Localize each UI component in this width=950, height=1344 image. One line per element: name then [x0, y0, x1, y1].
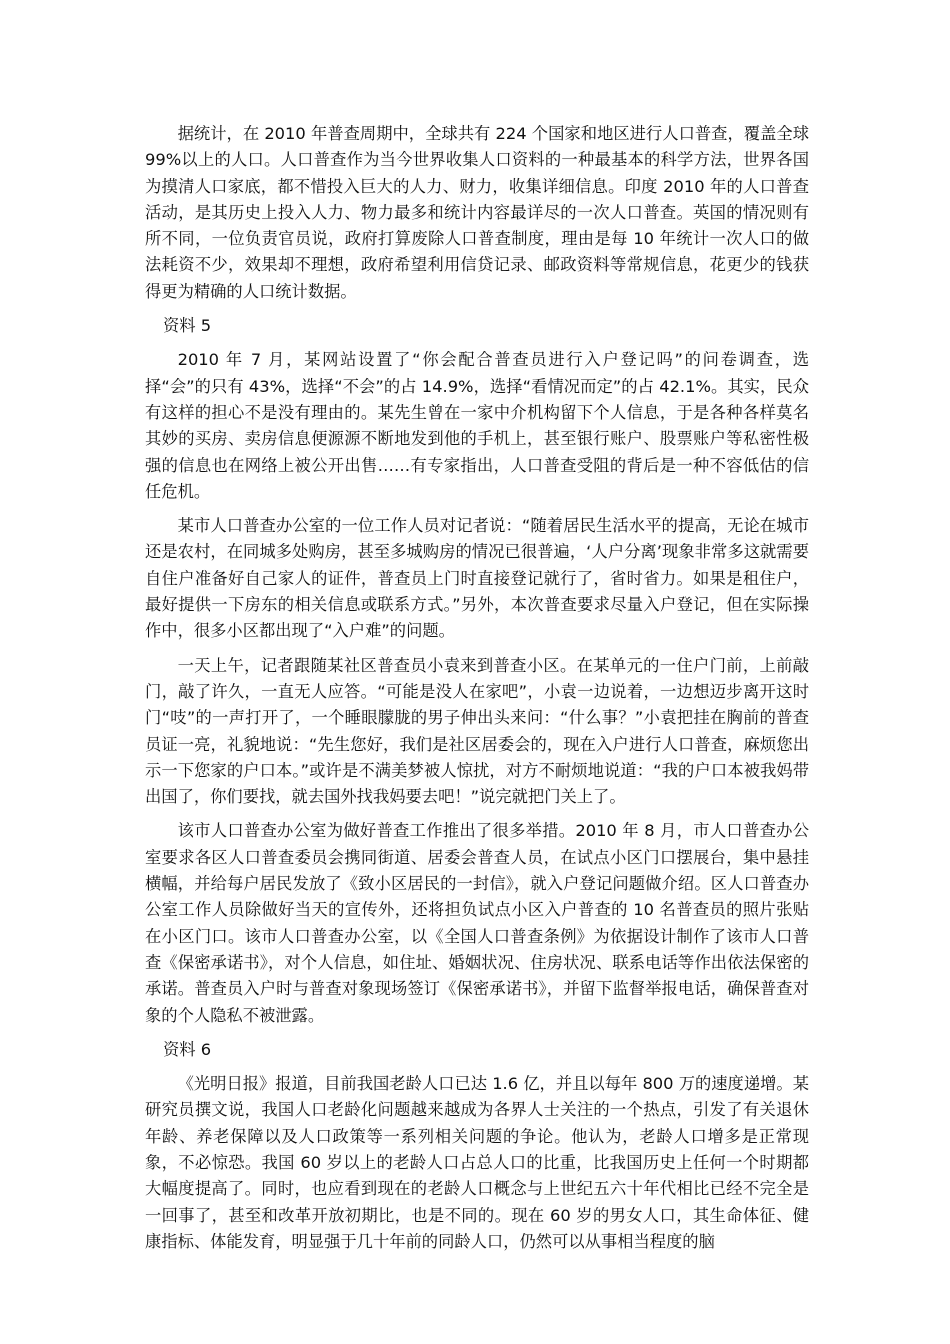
paragraph-census-global: 据统计，在 2010 年普查周期中，全球共有 224 个国家和地区进行人口普查，覆盖全球 99%以上的人口。人口普查作为当今世界收集人口资料的一种最基本的科学方法，世界各国为摸清人口家底，都不惜投入巨大的人力、财力，收集详细信息。印度 2010 年的人口普查活动，是其历史上投入人力、物力最多和统计内容最详尽的一次人口普查。英国的情况则有所不同，一位负责官员说，政府打算废除人口普查制度，理由是每 10 年统计一次人口的做法耗资不少，效果却不理想，政府希望利用信贷记录、邮政资料等常规信息，花更少的钱获得更为精确的人口统计数据。: [145, 124, 809, 301]
paragraph-measures: 该市人口普查办公室为做好普查工作推出了很多举措。2010 年 8 月，市人口普查办公室要求各区人口普查委员会携同街道、居委会普查人员，在试点小区门口摆展台，集中悬挂横幅，并给每户居民发放了《致小区居民的一封信》，就入户登记问题做介绍。区人口普查办公室工作人员除做好当天的宣传外，还将担负试点小区入户普查的 10 名普查员的照片张贴在小区门口。该市人口普查办公室，以《全国人口普查条例》为依据设计制作了该市人口普查《保密承诺书》，对个人信息，如住址、婚姻状况、住房状况、联系电话等作出依法保密的承诺。普查员入户时与普查对象现场签订《保密承诺书》，并留下监督举报电话，确保普查对象的个人隐私不被泄露。: [145, 821, 809, 1025]
paragraph-survey: 2010 年 7 月，某网站设置了“你会配合普查员进行入户登记吗”的问卷调查，选择“会”的只有 43%，选择“不会”的占 14.9%，选择“看情况而定”的占 42.1%。其实，民众有这样的担心不是没有理由的。某先生曾在一家中介机构留下个人信息，于是各种各样莫名其妙的买房、卖房信息便源源不断地发到他的手机上，甚至银行账户、股票账户等私密性极强的信息也在网络上被公开出售……有专家指出，人口普查受阻的背后是一种不容低估的信任危机。: [145, 350, 809, 501]
document-page: [145, 121, 809, 1255]
section-heading-material-5: 资料 5: [163, 316, 212, 336]
paragraph-aging: 《光明日报》报道，目前我国老龄人口已达 1.6 亿，并且以每年 800 万的速度递增。某研究员撰文说，我国人口老龄化问题越来越成为各界人士关注的一个热点，引发了有关退休年龄、养老保障以及人口政策等一系列相关问题的争论。他认为，老龄人口增多是正常现象，不必惊恐。我国 60 岁以上的老龄人口占总人口的比重，比我国历史上任何一个时期都大幅度提高了。同时，也应看到现在的老龄人口概念与上世纪五六十年代相比已经不完全是一回事了，甚至和改革开放初期比，也是不同的。现在 60 岁的男女人口，其生命体征、健康指标、体能发育，明显强于几十年前的同龄人口，仍然可以从事相当程度的脑: [145, 1074, 809, 1251]
paragraph-office-staff: 某市人口普查办公室的一位工作人员对记者说：“随着居民生活水平的提高，无论在城市还是农村，在同城多处购房，甚至多城购房的情况已很普遍，‘人户分离’现象非常多这就需要自住户准备好自己家人的证件，普查员上门时直接登记就行了，省时省力。如果是租住户，最好提供一下房东的相关信息或联系方式。”另外，本次普查要求尽量入户登记，但在实际操作中，很多小区都出现了“入户难”的问题。: [145, 516, 809, 641]
paragraph-door-visit: 一天上午，记者跟随某社区普查员小袁来到普查小区。在某单元的一住户门前，上前敲门，敲了许久，一直无人应答。“可能是没人在家吧”，小袁一边说着，一边想迈步离开这时门“吱”的一声打开了，一个睡眼朦胧的男子伸出头来问：“什么事？”小袁把挂在胸前的普查员证一亮，礼貌地说：“先生您好，我们是社区居委会的，现在入户进行人口普查，麻烦您出示一下您家的户口本。”或许是不满美梦被人惊扰，对方不耐烦地说道：“我的户口本被我妈带出国了，你们要找，就去国外找我妈要去吧！”说完就把门关上了。: [145, 655, 809, 807]
section-heading-material-6: 资料 6: [163, 1039, 212, 1059]
